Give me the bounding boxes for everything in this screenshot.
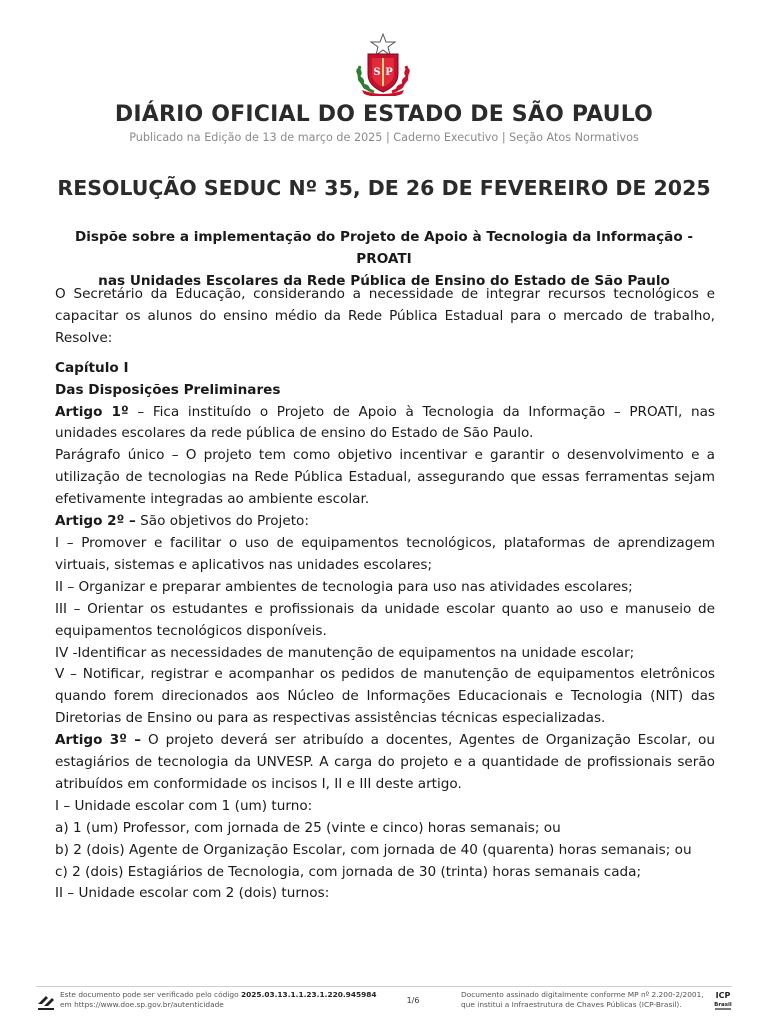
article-item: I – Promover e facilitar o uso de equipamentos tecnológicos, plataformas de aprendizagem virtuais, sistemas e aplicativos nas unidades escolares;	[55, 534, 715, 573]
chapter-number: Capítulo I	[55, 359, 129, 376]
page-number: 1/6	[406, 996, 420, 1005]
article-item: I – Unidade escolar com 1 (um) turno:	[55, 797, 313, 814]
summary-line: Dispõe sobre a implementação do Projeto de Apoio à Tecnologia da Informação -PROATI	[74, 229, 694, 267]
publication-info: Publicado na Edição de 13 de março de 2025 | Caderno Executivo | Seção Atos Normativos	[129, 131, 639, 144]
svg-text:Brasil: Brasil	[714, 1002, 732, 1008]
article-text: O projeto deverá ser atribuído a docentes, Agentes de Organização Escolar, ou estagiários de tecnologia da UNVESP. A carga do projeto e a quantidade de profissionais serão atribuídos em conformidade os incisos I, II e III deste artigo.	[55, 732, 715, 792]
article-label: Artigo 1º	[55, 403, 129, 420]
sao-paulo-coat-of-arms-logo	[352, 32, 414, 96]
svg-text:S: S	[373, 67, 381, 78]
article-item: II – Organizar e preparar ambientes de tecnologia para uso nas atividades escolares;	[55, 578, 633, 595]
gazette-title: DIÁRIO OFICIAL DO ESTADO DE SÃO PAULO	[114, 102, 654, 127]
page-footer	[0, 986, 768, 1016]
preamble: O Secretário da Educação, considerando a necessidade de integrar recursos tecnológicos e capacitar os alunos do ensino médio da Rede Pública Estadual para o mercado de trabalho, Resolve:	[55, 286, 715, 346]
article-item: c) 2 (dois) Estagiários de Tecnologia, com jornada de 30 (trinta) horas semanais cada;	[55, 863, 642, 880]
article-text: São objetivos do Projeto:	[135, 513, 309, 530]
resolution-title: RESOLUÇÃO SEDUC Nº 35, DE 26 DE FEVEREIRO DE 2025	[57, 176, 711, 200]
article-label: Artigo 3º –	[55, 732, 142, 749]
article-3	[55, 730, 715, 796]
svg-text:ICP: ICP	[715, 991, 731, 1000]
article-text: – Fica instituído o Projeto de Apoio à Tecnologia da Informação – PROATI, nas unidades escolares da rede pública de ensino do Estado de São Paulo.	[55, 403, 715, 442]
article-1-sole-paragraph: Parágrafo único – O projeto tem como objetivo incentivar e garantir o desenvolvimento e a utilização de tecnologias na Rede Pública Estadual, assegurando que essas ferramentas sejam efetivamente integradas ao ambiente escolar.	[55, 447, 715, 508]
chapter-title: Das Disposições Preliminares	[55, 381, 281, 398]
footer-divider	[36, 986, 732, 987]
verification-notice: Este documento pode ser verificado pelo código 2025.03.13.1.1.23.1.220.945984 em https://www.doe.sp.gov.br/autenticidade	[60, 990, 380, 1010]
icp-brasil-logo	[712, 989, 734, 1013]
resolution-body	[55, 284, 715, 905]
article-item: IV -Identificar as necessidades de manutenção de equipamentos na unidade escolar;	[55, 644, 635, 661]
article-item: V – Notificar, registrar e acompanhar os pedidos de manutenção de equipamentos eletrônicos quando forem direcionados aos Núcleo de Informações Educacionais e Tecnologia (NIT) das Diretorias de Ensino ou para as respectivas assistências técnicas especializadas.	[55, 666, 715, 727]
article-item: III – Orientar os estudantes e profissionais da unidade escolar quanto ao uso e manuseio de equipamentos tecnológicos disponíveis.	[55, 600, 715, 639]
summary-line: nas Unidades Escolares da Rede Pública de Ensino do Estado de São Paulo	[98, 273, 670, 289]
svg-text:P: P	[385, 67, 393, 78]
article-1	[55, 402, 715, 446]
doe-logo-icon	[36, 990, 56, 1012]
article-item: b) 2 (dois) Agente de Organização Escolar, com jornada de 40 (quarenta) horas semanais; ou	[55, 841, 692, 858]
resolution-summary	[60, 226, 708, 292]
verification-code: 2025.03.13.1.1.23.1.220.945984	[240, 990, 377, 999]
digital-signature-notice: Documento assinado digitalmente conforme MP nº 2.200-2/2001, que institui a Infraestrutura de Chaves Públicas (ICP-Brasil).	[461, 990, 704, 1009]
article-label: Artigo 2º –	[55, 513, 136, 530]
article-item: a) 1 (um) Professor, com jornada de 25 (vinte e cinco) horas semanais; ou	[55, 819, 561, 836]
chapter-heading	[55, 358, 715, 380]
verification-url[interactable]: em https://www.doe.sp.gov.br/autenticidade	[60, 1000, 224, 1009]
article-2	[55, 511, 715, 533]
article-item: II – Unidade escolar com 2 (dois) turnos:	[55, 885, 330, 902]
